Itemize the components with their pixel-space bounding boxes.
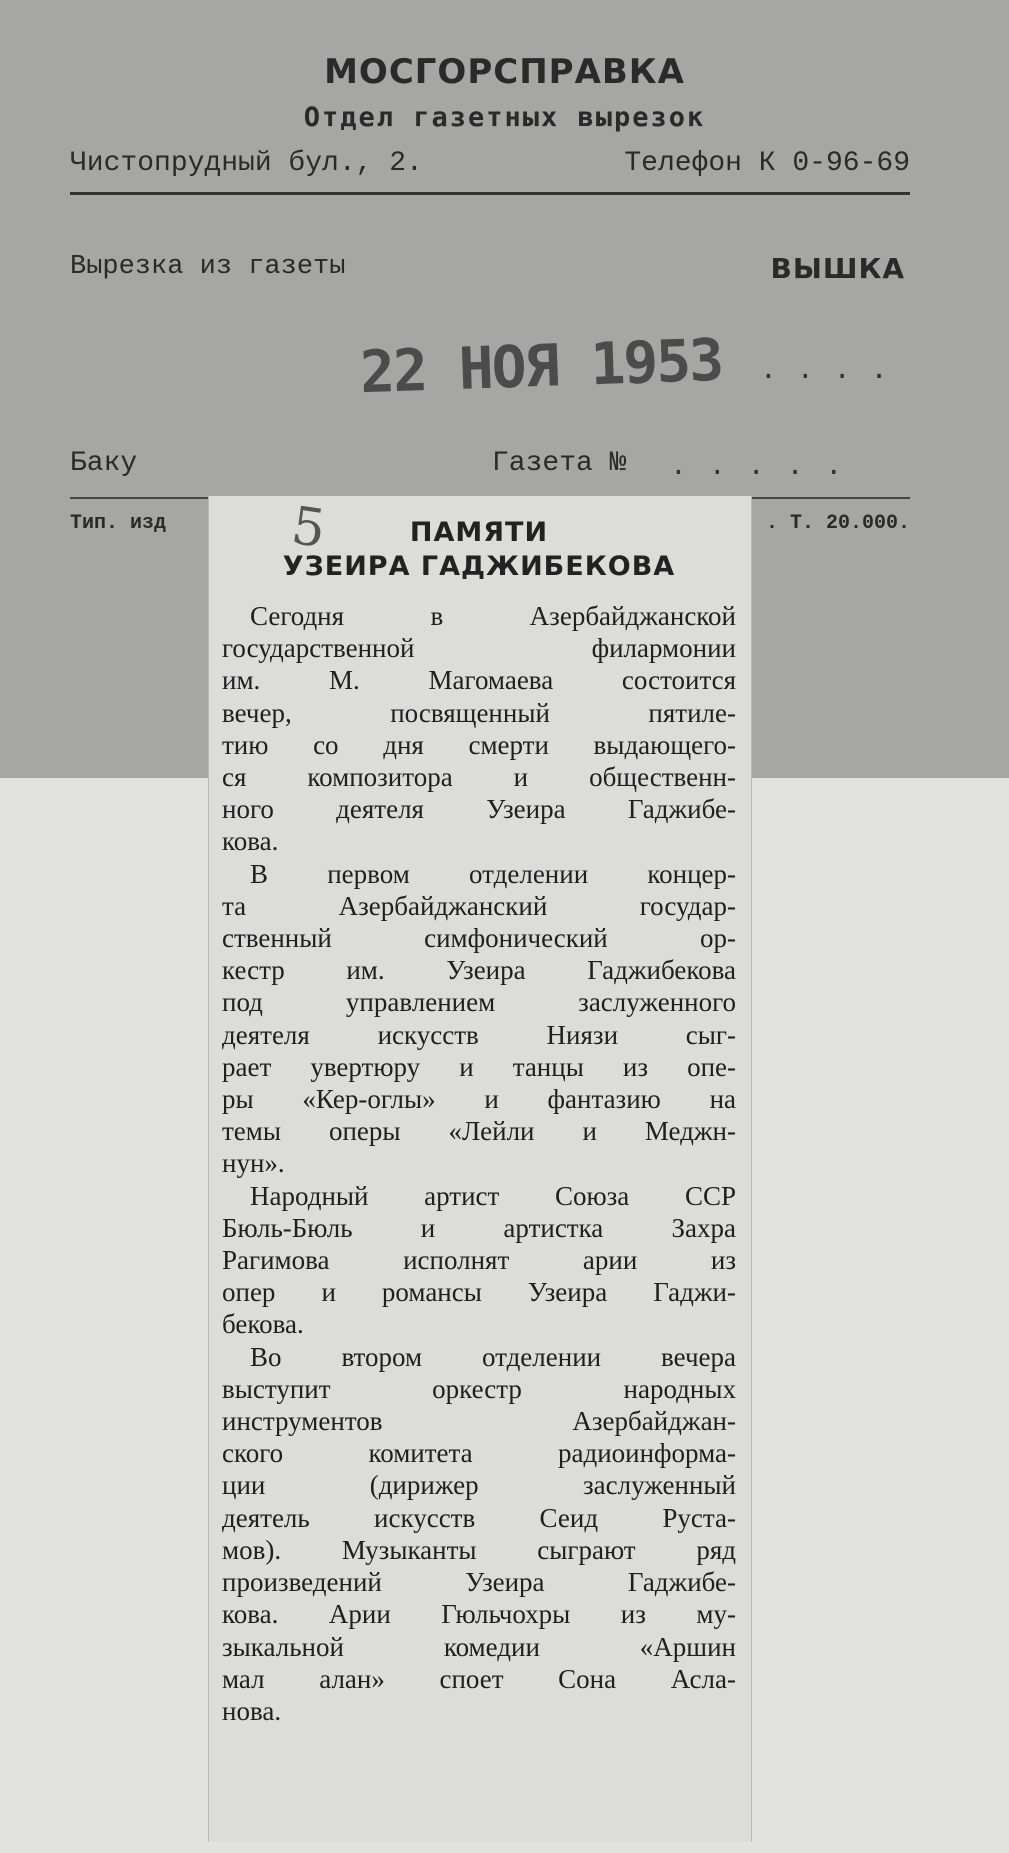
article-line: ся композитора и общественн- bbox=[222, 762, 736, 793]
newspaper-number-dots: ..... bbox=[670, 448, 865, 481]
department-name: Отдел газетных вырезок bbox=[303, 102, 706, 133]
article-line: ного деятеля Узеира Гаджибе- bbox=[222, 794, 736, 825]
article-line: под управлением заслуженного bbox=[222, 987, 736, 1018]
article-line: Во втором отделении вечера bbox=[250, 1341, 736, 1372]
article-line: тию со дня смерти выдающего- bbox=[222, 729, 736, 760]
article-line: ского комитета радиоинформа- bbox=[222, 1438, 736, 1469]
article-line: государственной филармонии bbox=[222, 633, 736, 664]
agency-name: МОСГОРСПРАВКА bbox=[324, 52, 685, 92]
date-stamp: 22 НОЯ 1953 bbox=[358, 325, 724, 407]
article-line: произведений Узеира Гаджибе- bbox=[222, 1567, 736, 1598]
clip-mark: 5 bbox=[287, 495, 330, 561]
header-divider bbox=[70, 192, 910, 195]
article-line: выступит оркестр народных bbox=[222, 1373, 736, 1404]
article-line: кова. bbox=[222, 826, 279, 857]
article-line: нова. bbox=[222, 1695, 282, 1726]
clipping-label: Вырезка из газеты bbox=[70, 252, 346, 282]
article-title-line-1: ПАМЯТИ bbox=[409, 517, 549, 548]
article-line: бекова. bbox=[222, 1309, 304, 1340]
article-line: кова. Арии Гюльчохры из му- bbox=[222, 1599, 736, 1630]
article-line: деятель искусств Сеид Руста- bbox=[222, 1502, 736, 1533]
article-line: инструментов Азербайджан- bbox=[222, 1406, 736, 1437]
article-line: темы оперы «Лейли и Меджн- bbox=[222, 1116, 736, 1147]
article-line: опер и романсы Узеира Гаджи- bbox=[222, 1277, 736, 1308]
newspaper-number-label: Газета № bbox=[492, 448, 627, 479]
agency-address: Чистопрудный бул., 2. bbox=[70, 148, 423, 179]
article-line: ры «Кер-оглы» и фантазию на bbox=[222, 1084, 736, 1115]
article-line: Сегодня в Азербайджанской bbox=[250, 601, 736, 631]
article-line: мов). Музыканты сыграют ряд bbox=[222, 1534, 736, 1565]
article-line: мал алан» споет Сона Асла- bbox=[222, 1663, 736, 1694]
agency-phone: Телефон К 0-96-69 bbox=[624, 148, 910, 179]
article-body bbox=[222, 600, 736, 1727]
newspaper-name: ВЫШКА bbox=[770, 252, 905, 285]
article-line: Бюль-Бюль и артистка Захра bbox=[222, 1212, 736, 1243]
article-line: ственный симфонический ор- bbox=[222, 923, 736, 954]
article-line: рает увертюру и танцы из опе- bbox=[222, 1051, 736, 1082]
article-line: нун». bbox=[222, 1148, 285, 1179]
article-line: ции (дирижер заслуженный bbox=[222, 1470, 736, 1501]
article-line: В первом отделении концер- bbox=[250, 858, 736, 889]
article-line: кестр им. Узеира Гаджибекова bbox=[222, 955, 736, 986]
article-line: им. М. Магомаева состоится bbox=[222, 665, 736, 696]
city-field: Баку bbox=[70, 448, 138, 479]
article-line: деятеля искусств Ниязи сыг- bbox=[222, 1019, 736, 1050]
article-line: зыкальной комедии «Аршин bbox=[222, 1631, 736, 1662]
printer-field: Тип. изд bbox=[70, 512, 167, 535]
article-title-line-2: УЗЕИРА ГАДЖИБЕКОВА bbox=[282, 551, 676, 582]
print-run: . Т. 20.000. bbox=[765, 512, 910, 535]
article-line: Рагимова исполнят арии из bbox=[222, 1245, 736, 1276]
article-line: вечер, посвященный пятиле- bbox=[222, 697, 736, 728]
article-line: та Азербайджанский государ- bbox=[222, 890, 736, 921]
article-line: Народный артист Союза ССР bbox=[250, 1180, 736, 1211]
date-dots: .... bbox=[760, 352, 908, 385]
